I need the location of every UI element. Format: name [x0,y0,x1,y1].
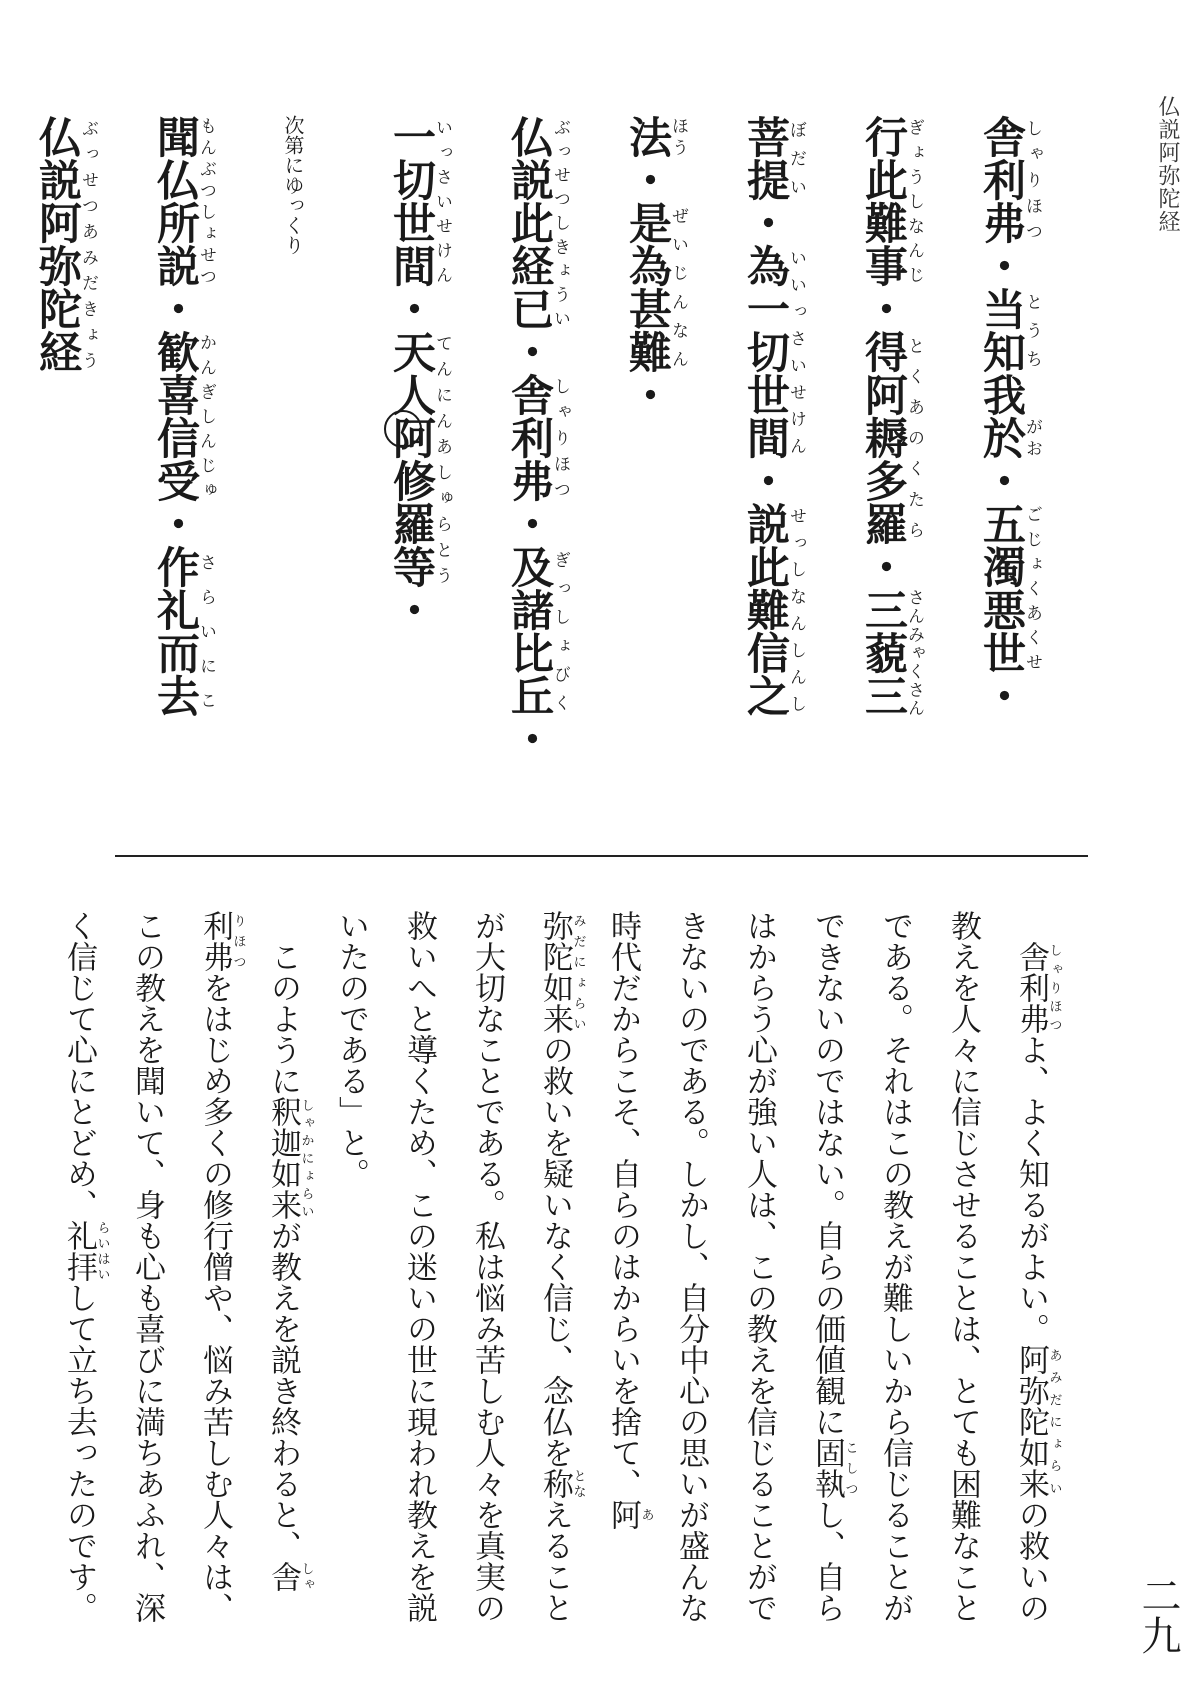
translation-text [61,910,1065,1650]
sutra-line: 行此難事ぎょうしなんじ・得阿耨多羅とくあのくたら・三藐三さんみゃくさん [858,115,924,717]
translation-paragraph: このように釈迦如来しゃかにょらいが教えを説き終わると、舎しゃ利弗りほつをはじめ多くの修行僧や、悩み苦しむ人々は、この教えを聞いて、身も心も喜びに満ちあふれ、深く信じて心にとどめ、礼拝らいはいして立ち去ったのです。 [61,910,314,1623]
end-mark-circle [384,410,422,448]
sutra-line: 仏説此経已ぶっせつしきょうい・舎利弗しゃりほつ・及諸比丘ぎっしょびく・ [504,115,570,760]
sutra-line: 法ほう・是為甚難ぜいじんなん・ [622,115,688,416]
sutra-line: 聞仏所説もんぶつしょせつ・歓喜信受かんぎしんじゅ・作礼而去さらいにこ [150,115,216,717]
sutra-line: 仏説阿弥陀経ぶっせつあみだきょう [32,115,98,373]
section-divider [115,855,1088,857]
sutra-line: 舎利弗しゃりほつ・当知とうち我於がお・五濁悪世ごじょくあくせ・ [976,115,1042,717]
sutra-line [234,115,352,845]
chanting-instruction: 次第にゆっくり [281,115,305,255]
translation-paragraph: 舎利弗しゃりほつよ、よく知るがよい。阿弥陀如来あみだにょらいの救いの教えを人々に信じさせることは、とても困難なことである。それはこの教えが難しいから信じることができないのではない。自らの価値観に固執こしつし、自らはからう心が強い人は、この教えを信じることができないのである。しかし、自分中心の思いが盛んな時代だからこそ、自らのはからいを捨て、阿あ弥陀如来みだにょらいの救いを疑いなく信じ、念仏を称となえることが大切なことである。私は悩み苦しむ人々を真実の救いへと導くため、この迷いの世に現われ教えを説いたのである」と。 [333,910,1062,1623]
sutra-text [32,115,1060,845]
sutra-line: 菩提ぼだい・為一切世間いいっさいせけん・説此難信之せっしなんしんし [740,115,806,717]
running-head: 仏説阿弥陀経 [1155,95,1180,233]
page-number: 二九 [1135,1575,1181,1655]
sutra-line: 一切世間いっさいせけん・天人阿修羅等てんにんあしゅらとう・ [386,115,452,631]
